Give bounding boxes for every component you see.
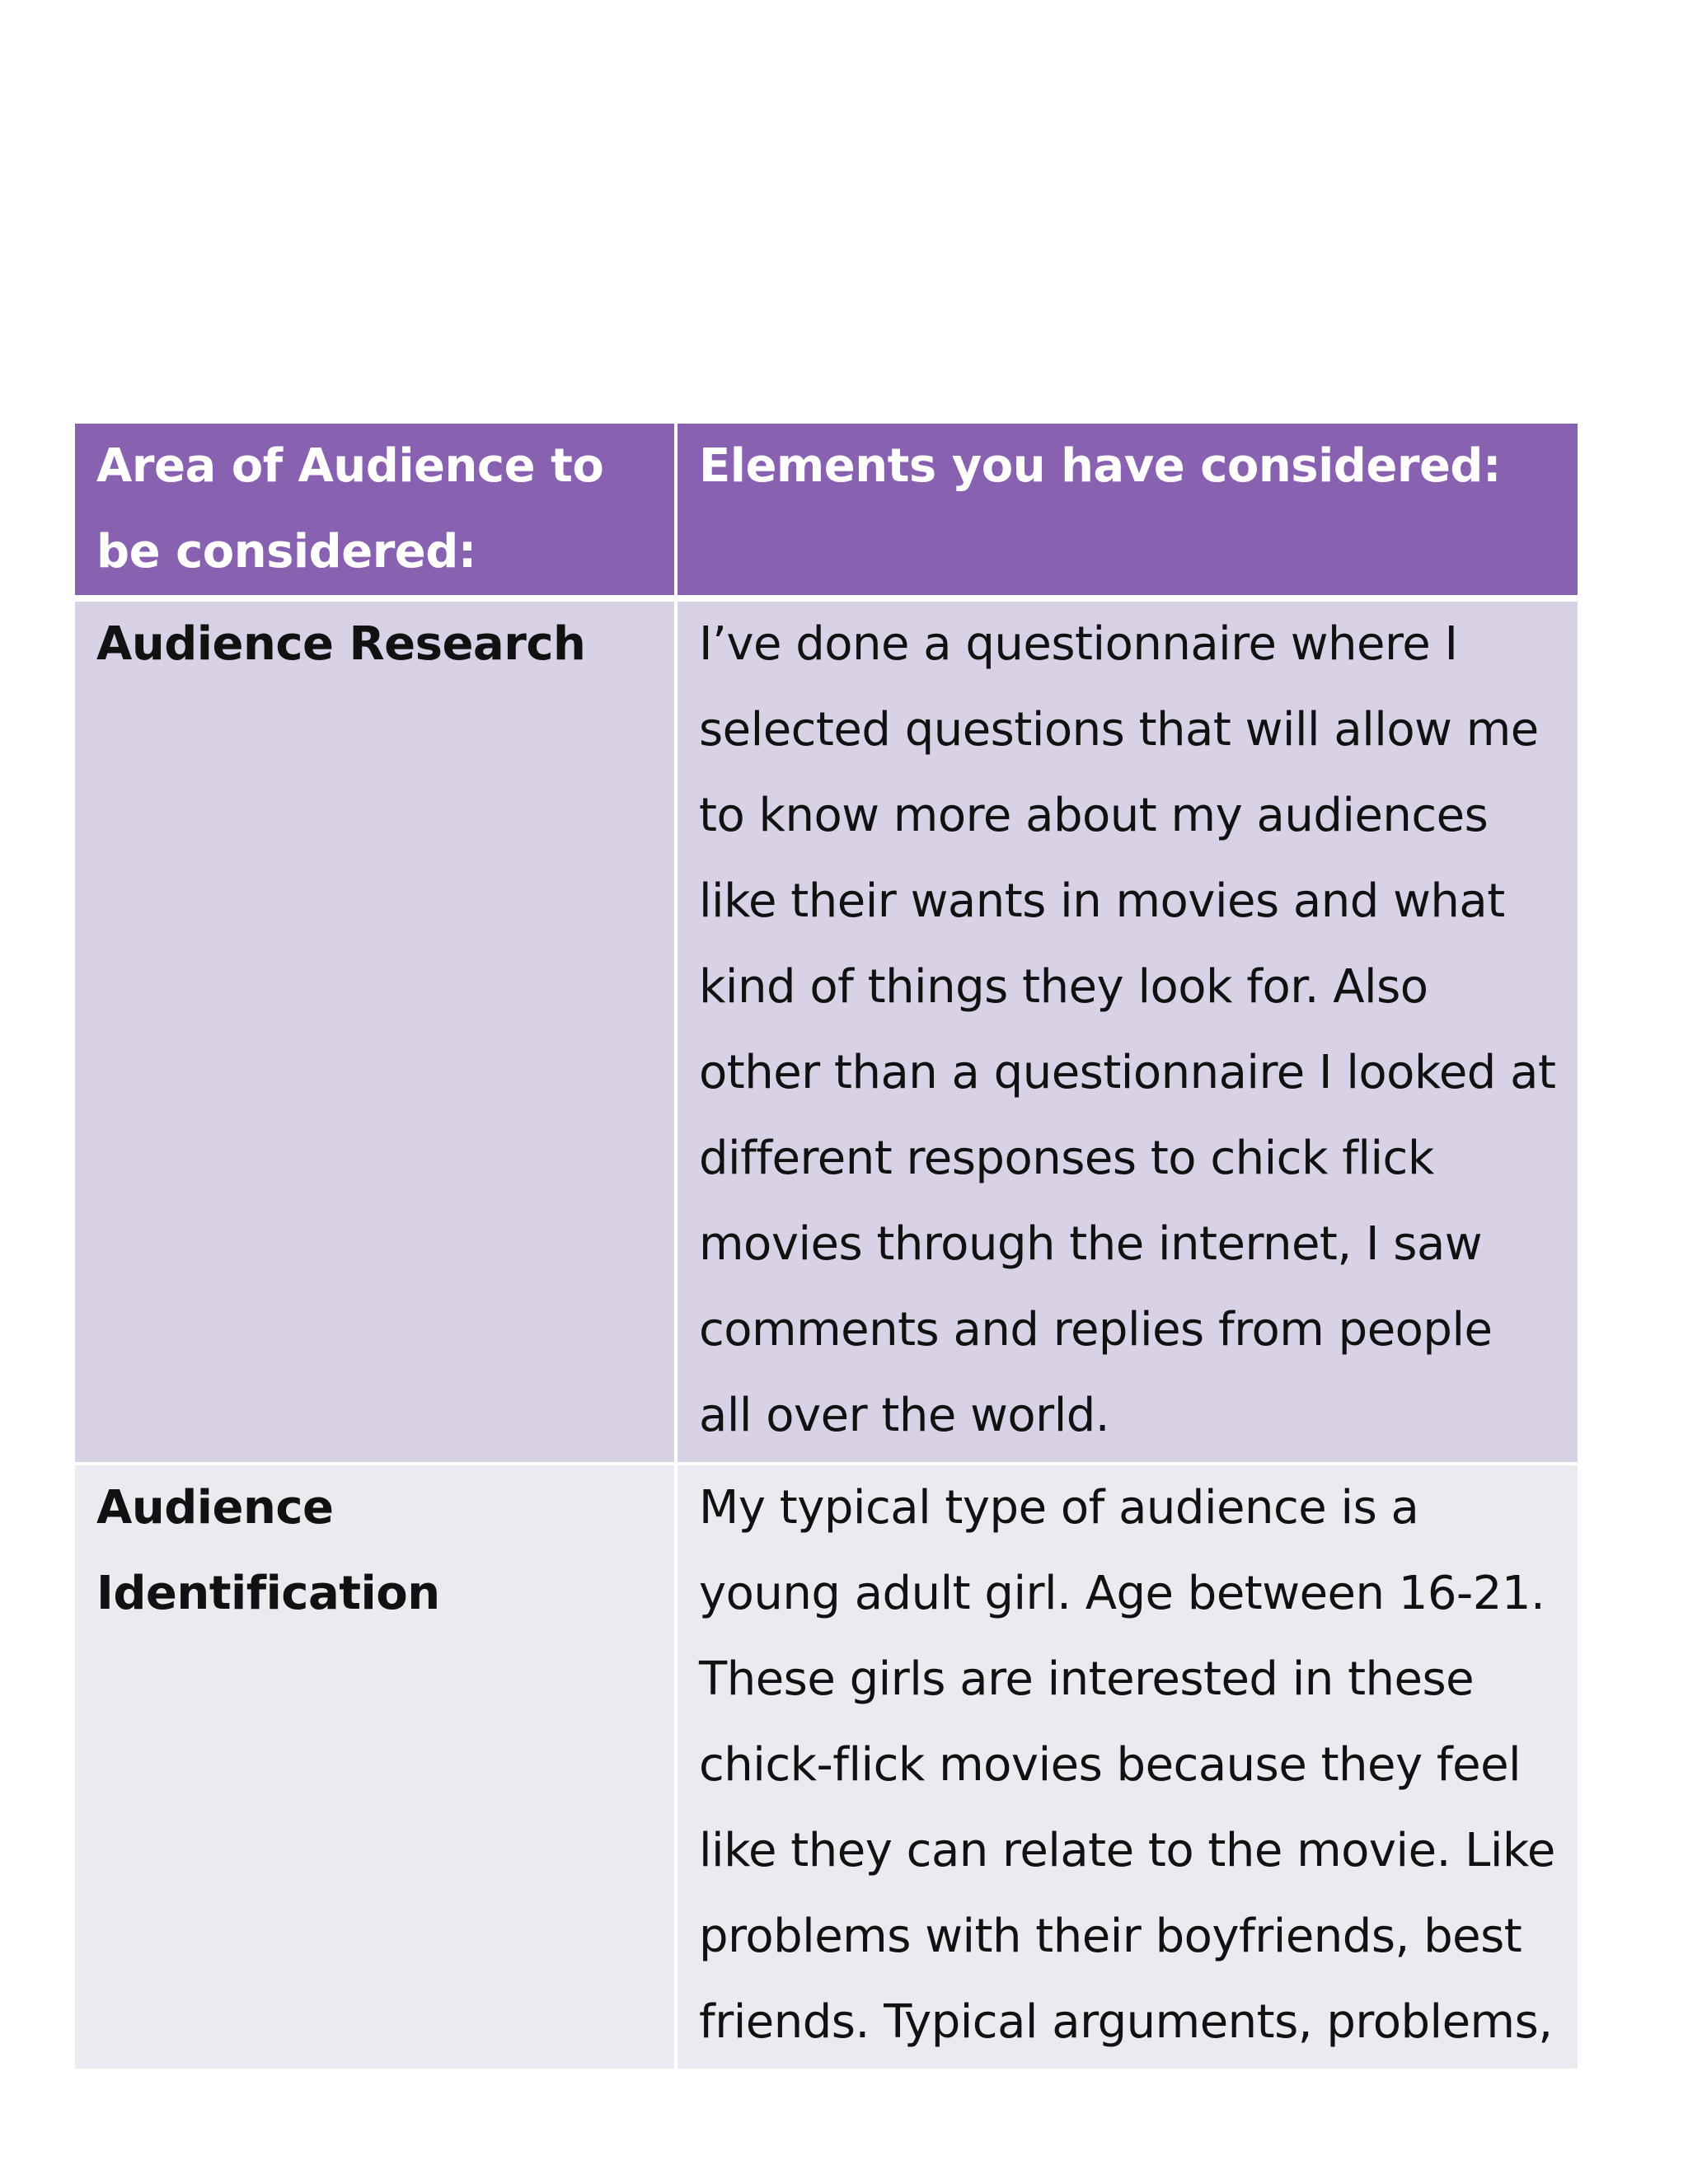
header-elements: Elements you have considered: bbox=[678, 424, 1578, 602]
row-elements-text: My typical type of audience is a young adult girl. Age between 16-21. These girls are interested in these chick-flick movies because they feel like they can relate to the movie. Like problems with their boyfriends, best friends. Typical arguments, problems, bbox=[678, 1465, 1578, 2069]
row-elements-text: I’ve done a questionnaire where I selected questions that will allow me to know more about my audiences like their wants in movies and what kind of things they look for. Also other than a questionnaire I looked at different responses to chick flick movies through the internet, I saw comments and replies from people all over the world. bbox=[678, 602, 1578, 1465]
header-area: Area of Audience to be considered: bbox=[75, 424, 678, 602]
table-header bbox=[75, 424, 1578, 602]
audience-table bbox=[75, 424, 1578, 2069]
table-row bbox=[75, 602, 1578, 1465]
row-area-label: Audience Identification bbox=[75, 1465, 678, 2069]
table-row bbox=[75, 1465, 1578, 2069]
row-area-label: Audience Research bbox=[75, 602, 678, 1465]
